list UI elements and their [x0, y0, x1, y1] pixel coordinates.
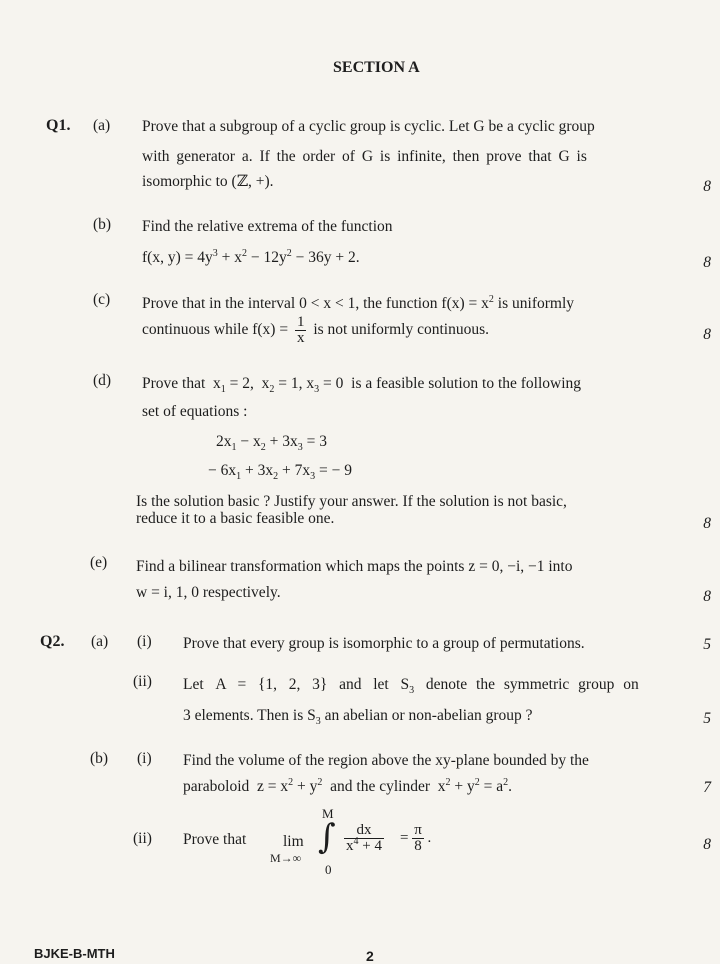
q1c-label: (c): [93, 291, 111, 308]
page-number: 2: [366, 948, 374, 964]
q2bi-text-line2: paraboloid $z = x^2 + y^2$ and the cylinder $x^2 + y^2 = a^2$.: [183, 776, 513, 795]
q1c-marks: 8: [703, 326, 711, 343]
q1a-label: (a): [93, 117, 111, 134]
integrand-fraction: $\frac{dx}{x^4 + 4}$: [346, 822, 382, 854]
q1b-text-line1: Find the relative extrema of the function: [142, 218, 393, 235]
integral-sign: ∫: [318, 817, 336, 857]
q1b-marks: 8: [703, 254, 711, 271]
q1e-text-line1: Find a bilinear transformation which maps the points z = 0, −i, −1 into: [136, 558, 573, 575]
q1a-marks: 8: [703, 178, 711, 195]
question-number-q1: Q1.: [46, 117, 71, 134]
q2b-label: (b): [90, 750, 109, 767]
q2bii-text: Prove that: [183, 831, 247, 848]
one-over-x-fraction: $\frac{1}{x}$: [296, 314, 305, 346]
q2aii-marks: 5: [703, 710, 711, 727]
section-heading: SECTION A: [333, 59, 420, 76]
question-number-q2: Q2.: [40, 633, 65, 650]
q2aii-text-line2: 3 elements. Then is $S_3$ an abelian or non-abelian group ?: [183, 707, 533, 728]
exam-code: BJKE-B-MTH: [34, 946, 115, 961]
pi-over-8-fraction: = $\frac{\pi}{8}$ .: [400, 822, 432, 854]
q1e-text-line2: w = i, 1, 0 respectively.: [136, 584, 281, 601]
q2bi-marks: 7: [703, 779, 711, 796]
q1e-marks: 8: [703, 588, 711, 605]
q2aii-text-line1: Let A = {1, 2, 3} and let $S_3$ denote the symmetric group on: [183, 676, 639, 697]
q1c-text-line1: Prove that in the interval 0 < x < 1, the function $f(x) = x^2$ is uniformly: [142, 293, 575, 312]
q2bi-label: (i): [137, 750, 152, 767]
q1d-equation1: $2x_1 - x_2 + 3x_3 = 3$: [216, 433, 327, 454]
integral-upper-limit: M: [322, 806, 334, 821]
q1a-text-line2: with generator a. If the order of G is infinite, then prove that G is: [142, 148, 587, 165]
q1d-text-line1: Prove that $x_1 = 2$, $x_2 = 1$, $x_3 = 0$ is a feasible solution to the following: [142, 375, 582, 396]
q1d-marks: 8: [703, 515, 711, 532]
q1d-label: (d): [93, 372, 112, 389]
limit-subscript: M→∞: [270, 851, 302, 865]
q2ai-label: (i): [137, 633, 152, 650]
q2bii-marks: 8: [703, 836, 711, 853]
q1e-label: (e): [90, 554, 108, 571]
q2a-label: (a): [91, 633, 109, 650]
q2aii-label: (ii): [133, 673, 152, 690]
q1a-text-line1: Prove that a subgroup of a cyclic group is cyclic. Let G be a cyclic group: [142, 118, 595, 135]
q1a-text-line3: isomorphic to (ℤ, +).: [142, 173, 274, 190]
q1d-text-line2: set of equations :: [142, 403, 248, 420]
q1c-text-line2: continuous while f(x) = $\frac{1}{x}$ is not uniformly continuous.: [142, 314, 489, 346]
q2bi-text-line1: Find the volume of the region above the xy-plane bounded by the: [183, 752, 589, 769]
q1d-equation2: − $6x_1 + 3x_2 + 7x_3$ = − 9: [208, 462, 352, 483]
q1b-label: (b): [93, 216, 112, 233]
q1b-function: f(x, $y) = 4y^3 + x^2 - 12y^2 - 36y + 2$.: [142, 247, 360, 266]
q1d-text-line5: Is the solution basic ? Justify your answer. If the solution is not basic,: [136, 493, 567, 510]
q2ai-marks: 5: [703, 636, 711, 653]
integral-lower-limit: 0: [325, 862, 332, 877]
q1d-text-line6: reduce it to a basic feasible one.: [136, 510, 335, 527]
q2ai-text: Prove that every group is isomorphic to a group of permutations.: [183, 635, 585, 652]
q2bii-label: (ii): [133, 830, 152, 847]
limit-operator: lim: [283, 833, 304, 850]
